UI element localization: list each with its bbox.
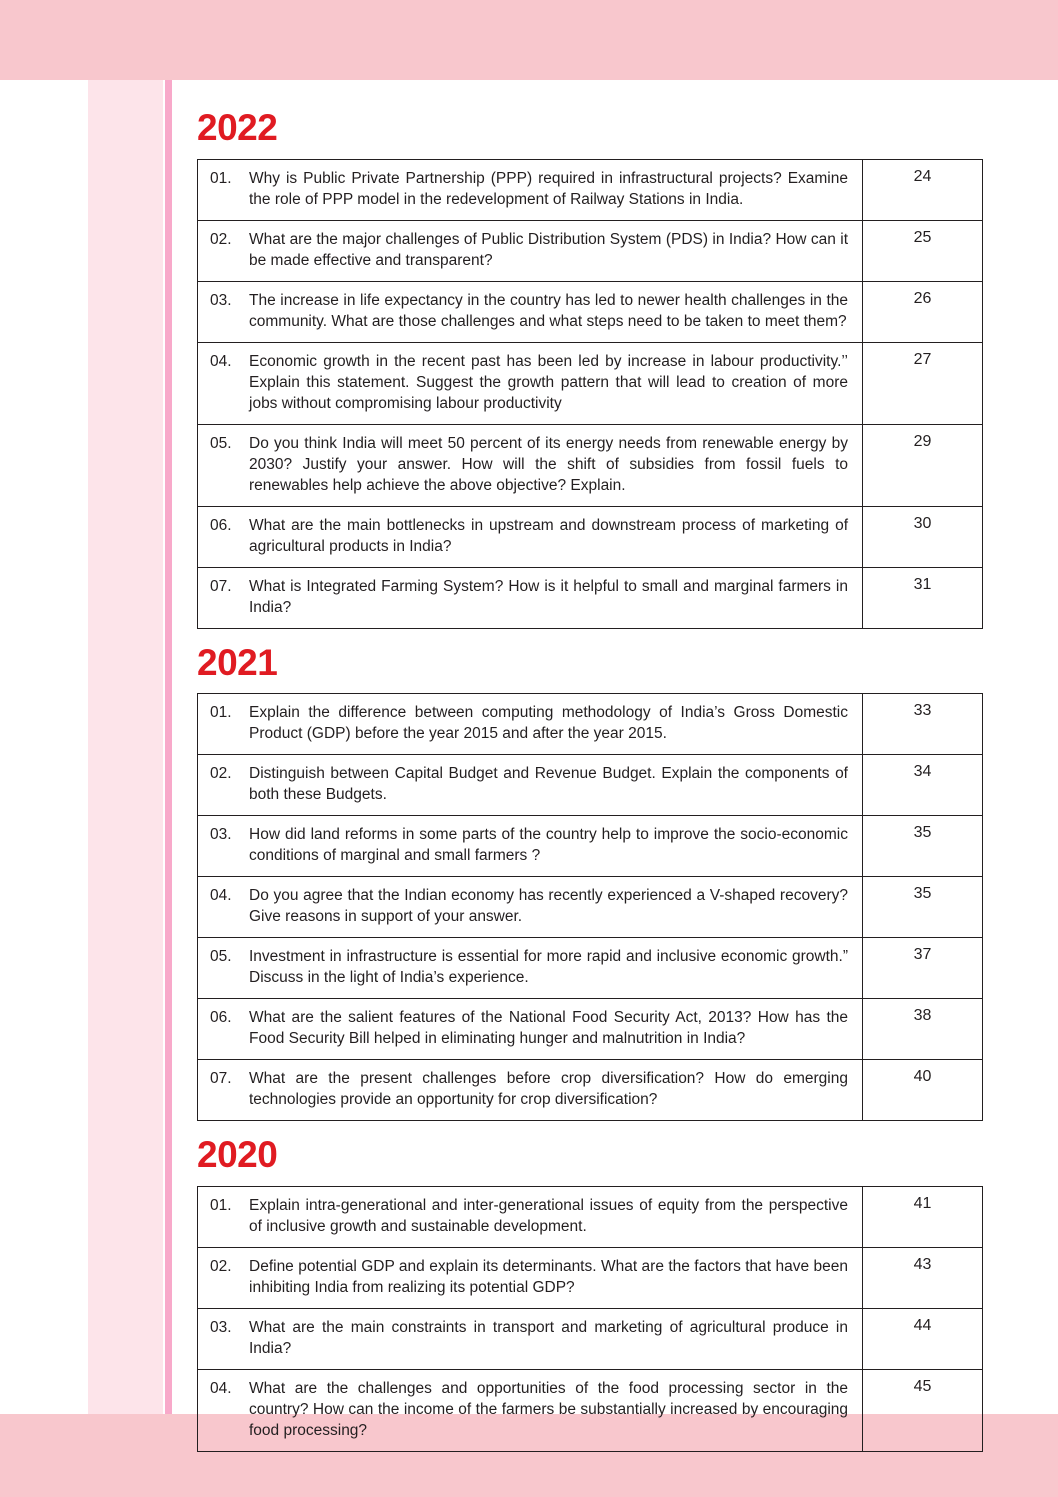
question-number: 04. [210, 352, 232, 370]
question-number: 01. [210, 169, 232, 187]
page-number-cell [862, 816, 982, 876]
question-text: Define potential GDP and explain its determinants. What are the factors that have been inhibiting India from realizing its potential GDP? [249, 1258, 848, 1297]
question-cell [198, 816, 862, 876]
page-number: 44 [913, 1317, 932, 1335]
question-text: What are the present challenges before crop diversification? How do emerging technologies provide an opportunity for crop diversification? [249, 1070, 848, 1109]
page-number-cell [862, 999, 982, 1059]
question-row [198, 221, 982, 282]
question-cell [198, 877, 862, 937]
question-table [197, 1186, 983, 1452]
question-cell [198, 568, 862, 628]
page-number: 41 [913, 1195, 932, 1213]
question-text: Distinguish between Capital Budget and Revenue Budget. Explain the components of both these Budgets. [249, 765, 848, 804]
question-cell [198, 1248, 862, 1308]
question-text: Economic growth in the recent past has been led by increase in labour productivity.’’ Explain this statement. Suggest the growth pattern that will lead to creation of more jobs without compromising labour productivity [249, 352, 848, 412]
question-number: 03. [210, 1319, 232, 1337]
question-number: 03. [210, 291, 232, 309]
question-row [198, 694, 982, 755]
question-cell [198, 507, 862, 567]
question-text: What is Integrated Farming System? How is it helpful to small and marginal farmers in India? [249, 577, 848, 616]
question-cell [198, 694, 862, 754]
page-number: 29 [913, 432, 932, 450]
question-row [198, 816, 982, 877]
question-cell [198, 160, 862, 220]
question-number: 01. [210, 704, 232, 722]
question-cell [198, 999, 862, 1059]
question-row [198, 1309, 982, 1370]
question-cell [198, 425, 862, 506]
page-number-cell [862, 1060, 982, 1120]
question-text: Do you agree that the Indian economy has recently experienced a V-shaped recovery? Give reasons in support of your answer. [249, 887, 848, 926]
page-number-cell [862, 694, 982, 754]
top-pink-band [0, 0, 1058, 80]
question-number: 05. [210, 434, 232, 452]
question-number: 03. [210, 826, 232, 844]
question-row [198, 999, 982, 1060]
year-heading: 2021 [197, 641, 278, 683]
page-number: 34 [913, 763, 932, 781]
question-row [198, 1187, 982, 1248]
question-cell [198, 1187, 862, 1247]
question-table [197, 693, 983, 1121]
question-text: What are the main constraints in transport and marketing of agricultural produce in India? [249, 1319, 848, 1358]
page-number: 26 [913, 289, 932, 307]
page-number: 30 [913, 514, 932, 532]
page-number-cell [862, 282, 982, 342]
question-number: 07. [210, 577, 232, 595]
question-row [198, 507, 982, 568]
question-cell [198, 1309, 862, 1369]
question-cell [198, 755, 862, 815]
question-number: 02. [210, 765, 232, 783]
page-number-cell [862, 877, 982, 937]
question-text: What are the salient features of the National Food Security Act, 2013? How has the Food Security Bill helped in eliminating hunger and malnutrition in India? [249, 1009, 848, 1048]
question-row [198, 568, 982, 628]
page-number: 35 [913, 824, 932, 842]
question-cell [198, 1060, 862, 1120]
page-number: 38 [913, 1007, 932, 1025]
page-number-cell [862, 755, 982, 815]
question-text: Investment in infrastructure is essential for more rapid and inclusive economic growth.” Discuss in the light of India’s experience. [249, 948, 848, 987]
page-number-cell [862, 938, 982, 998]
page-number: 24 [913, 167, 932, 185]
question-row [198, 343, 982, 425]
page-number-cell [862, 1370, 982, 1451]
question-text: Why is Public Private Partnership (PPP) required in infrastructural projects? Examine the role of PPP model in the redevelopment of Railway Stations in India. [249, 169, 848, 208]
question-row [198, 425, 982, 507]
question-cell [198, 282, 862, 342]
question-row [198, 282, 982, 343]
question-number: 06. [210, 516, 232, 534]
question-row [198, 938, 982, 999]
question-table [197, 159, 983, 629]
page-number: 35 [913, 885, 932, 903]
question-row [198, 877, 982, 938]
question-number: 05. [210, 948, 232, 966]
question-text: Explain the difference between computing methodology of India’s Gross Domestic Product (GDP) before the year 2015 and after the year 2015. [249, 704, 848, 743]
page-number: 25 [913, 228, 932, 246]
question-text: Explain intra-generational and inter-generational issues of equity from the perspective of inclusive growth and sustainable development. [249, 1197, 848, 1236]
left-pink-accent-line [165, 80, 172, 1414]
question-text: The increase in life expectancy in the country has led to newer health challenges in the community. What are those challenges and what steps need to be taken to meet them? [249, 291, 848, 330]
page-number: 37 [913, 946, 932, 964]
page-number: 31 [913, 575, 932, 593]
question-index-content [197, 108, 983, 1458]
question-text: Do you think India will meet 50 percent of its energy needs from renewable energy by 2030? Justify your answer. How will the shift of subsidies from fossil fuels to renewables help achieve the above objective? Explain. [249, 434, 848, 494]
question-number: 04. [210, 887, 232, 905]
question-number: 07. [210, 1070, 232, 1088]
question-text: What are the challenges and opportunities of the food processing sector in the country? How can the income of the farmers be substantially increased by encouraging food processing? [249, 1380, 848, 1440]
question-cell [198, 1370, 862, 1451]
question-number: 01. [210, 1197, 232, 1215]
year-heading: 2020 [197, 1134, 278, 1176]
question-text: What are the main bottlenecks in upstream and downstream process of marketing of agricultural products in India? [249, 516, 848, 555]
question-cell [198, 343, 862, 424]
question-row [198, 1060, 982, 1120]
page-number-cell [862, 568, 982, 628]
page-number: 43 [913, 1256, 932, 1274]
page-number: 45 [913, 1378, 932, 1396]
page-number-cell [862, 221, 982, 281]
question-number: 04. [210, 1380, 232, 1398]
left-pink-strip [88, 80, 163, 1414]
page-number-cell [862, 1187, 982, 1247]
page-number-cell [862, 425, 982, 506]
page-number: 27 [913, 350, 932, 368]
question-number: 06. [210, 1009, 232, 1027]
question-number: 02. [210, 1258, 232, 1276]
question-cell [198, 938, 862, 998]
page-number: 40 [913, 1068, 932, 1086]
page-number-cell [862, 160, 982, 220]
year-heading: 2022 [197, 107, 278, 148]
page-number-cell [862, 343, 982, 424]
question-row [198, 160, 982, 221]
question-row [198, 1248, 982, 1309]
question-text: What are the major challenges of Public Distribution System (PDS) in India? How can it be made effective and transparent? [249, 230, 848, 269]
question-row [198, 755, 982, 816]
question-row [198, 1370, 982, 1451]
page-number-cell [862, 507, 982, 567]
page-number-cell [862, 1309, 982, 1369]
page-number-cell [862, 1248, 982, 1308]
question-cell [198, 221, 862, 281]
question-number: 02. [210, 230, 232, 248]
question-text: How did land reforms in some parts of the country help to improve the socio-economic conditions of marginal and small farmers ? [249, 826, 848, 865]
page-number: 33 [913, 702, 932, 720]
